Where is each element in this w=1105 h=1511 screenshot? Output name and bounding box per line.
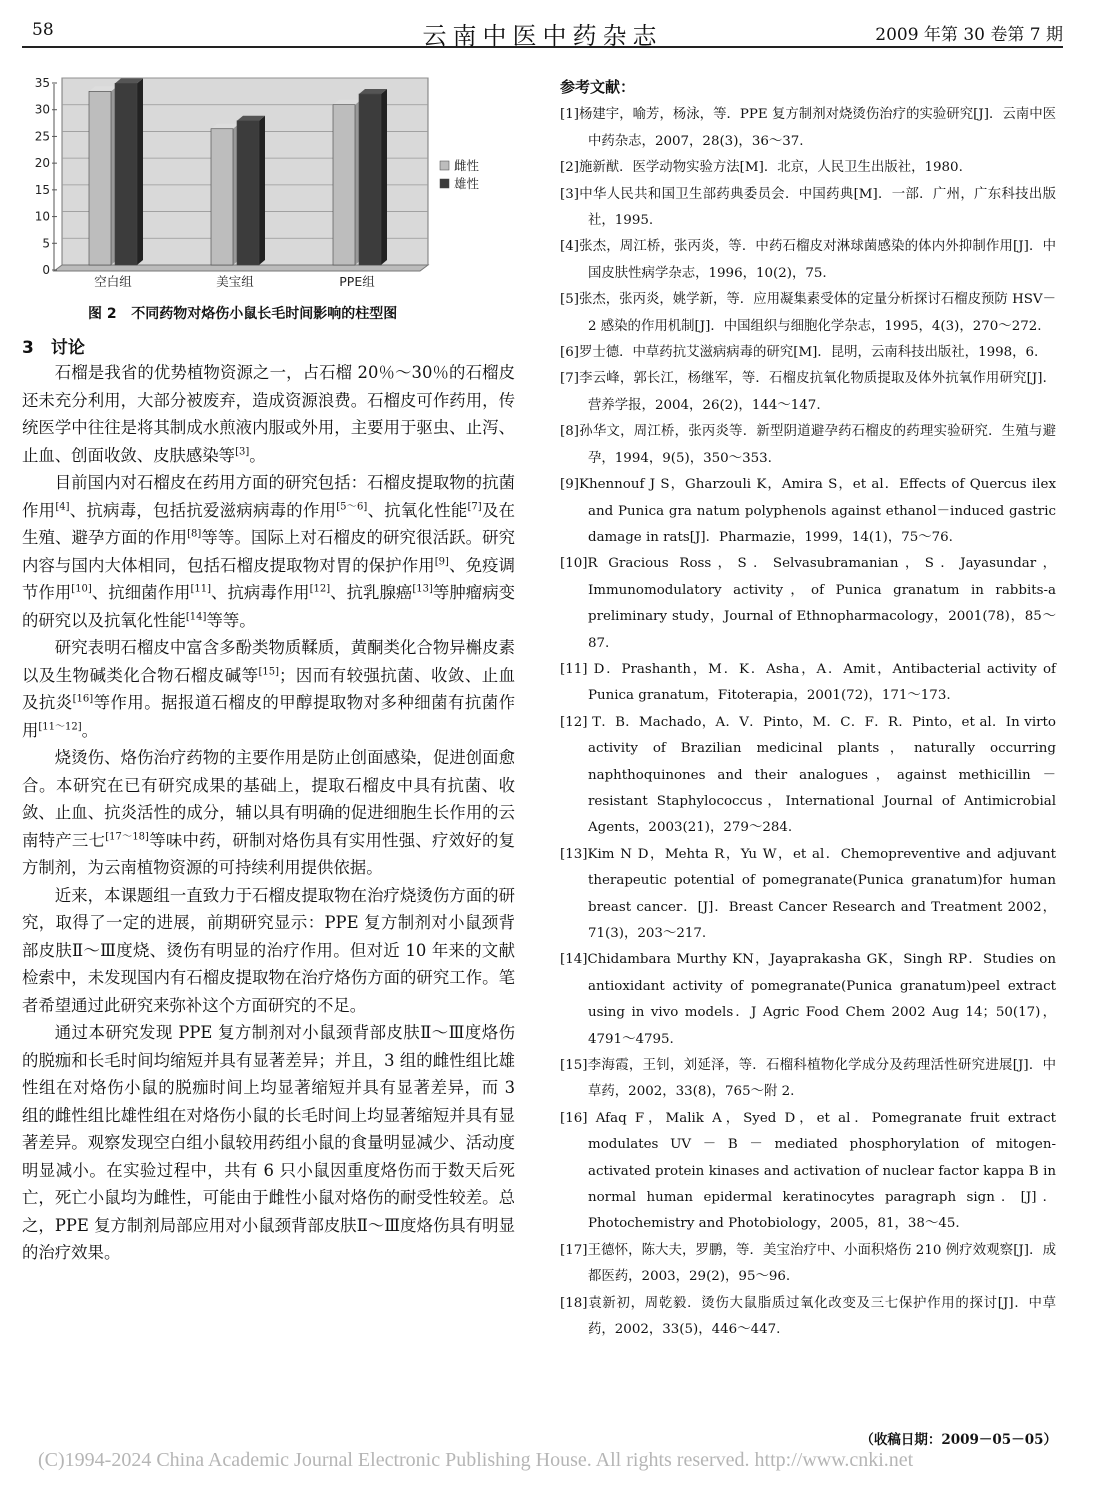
bar-side bbox=[137, 78, 143, 265]
citation: [10] bbox=[71, 583, 92, 595]
citation: [11] bbox=[190, 583, 211, 595]
discussion-paragraph bbox=[22, 744, 515, 882]
bar-side bbox=[381, 89, 387, 265]
bar bbox=[333, 105, 355, 265]
figure-caption bbox=[88, 303, 397, 323]
y-tick-label: 20 bbox=[34, 156, 50, 171]
text-run: ；因而有较强抗菌、收敛、止血及抗炎 bbox=[22, 665, 515, 712]
legend-label: 雄性 bbox=[454, 176, 480, 191]
text-run: 等等。 bbox=[206, 610, 256, 630]
journal-title: 云南中医中药杂志 bbox=[422, 22, 663, 50]
citation: [15] bbox=[258, 666, 280, 678]
references bbox=[560, 74, 1056, 1344]
discussion-body bbox=[22, 359, 515, 1267]
reference-list bbox=[560, 102, 1056, 1343]
citation: [17～18] bbox=[105, 831, 149, 843]
y-tick-label: 30 bbox=[34, 102, 50, 117]
text-run: 石榴是我省的优势植物资源之一，占石榴 20％～30％的石榴皮还未充分利用，大部分被废弃，造成资源浪费。石榴皮可作药用，传统医学中往往是将其制成水煎液内服或外用，主要用于驱虫、止泻、止血、创面收敛、皮肤感染等 bbox=[22, 363, 515, 465]
x-category-label: PPE组 bbox=[339, 274, 375, 289]
section-heading: 3 讨论 bbox=[22, 338, 85, 358]
legend-label: 雌性 bbox=[454, 158, 480, 173]
text-run: 等肿瘤病变的研究以及抗氧化性能 bbox=[22, 583, 516, 630]
reference-item: [1]杨建宇，喻芳，杨泳，等．PPE 复方制剂对烧烫伤治疗的实验研究[J]．云南中医中药杂志，2007，28(3)，36～37. bbox=[560, 107, 1056, 149]
reference-item: [2]施新猷．医学动物实验方法[M]．北京，人民卫生出版社，1980. bbox=[560, 160, 963, 176]
reference-item: [5]张杰，张丙炎，姚学新，等．应用凝集素受体的定量分析探讨石榴皮预防 HSV－2 感染的作用机制[J]．中国组织与细胞化学杂志，1995，4(3)，270～272. bbox=[560, 292, 1056, 334]
citation: [9] bbox=[434, 556, 449, 568]
y-tick-label: 25 bbox=[34, 129, 50, 144]
discussion-paragraph bbox=[22, 882, 515, 1020]
reference-item: [17]王德怀，陈大夫，罗鹏，等．美宝治疗中、小面积烙伤 210 例疗效观察[J]．成都医药，2003，29(2)，95～96. bbox=[560, 1242, 1056, 1285]
reference-item: [7]李云峰，郭长江，杨继军，等．石榴皮抗氧化物质提取及体外抗氧作用研究[J]．营养学报，2004，26(2)，144～147. bbox=[560, 371, 1056, 413]
reference-item: [13]Kim N D，Mehta R，Yu W，et al．Chemopreventive and adjuvant therapeutic potential of pomegranate(Punica granatum)for human breast cancer．[J]．Breast Cancer Research and Treatment 2002，71(3)，203～217. bbox=[560, 846, 1056, 941]
reference-item: [16] Afaq F，Malik A，Syed D，et al．Pomegranate fruit extract modulates UV － B － mediated phosphorylation of mitogen-activated protein kinases and activation of nuclear factor kappa B in normal human epidermal keratinocytes paragraph sign．[J]．Photochemistry and Photobiology，2005，81，38～45. bbox=[560, 1110, 1056, 1232]
citation: [13] bbox=[412, 583, 433, 595]
text-run: 、抗氧化性能 bbox=[367, 500, 468, 520]
citation: [3] bbox=[235, 446, 250, 458]
legend-swatch bbox=[440, 161, 449, 170]
text-run: 、抗乳腺癌 bbox=[330, 583, 413, 602]
citation: [8] bbox=[187, 528, 202, 540]
citation: [4] bbox=[55, 501, 70, 513]
copyright-watermark: (C)1994-2024 China Academic Journal Electronic Publishing House. All rights reserved. http://www.cnki.net bbox=[38, 1449, 914, 1471]
x-category-label: 空白组 bbox=[94, 274, 132, 289]
page-number: 58 bbox=[32, 20, 54, 40]
citation: [7] bbox=[467, 501, 482, 513]
discussion-paragraph bbox=[22, 1019, 515, 1267]
discussion-paragraph bbox=[22, 469, 515, 634]
y-tick-label: 10 bbox=[34, 209, 50, 224]
text-run: 。 bbox=[249, 445, 266, 465]
y-tick-label: 5 bbox=[42, 236, 50, 251]
text-run: 、免疫调节作用 bbox=[22, 555, 515, 602]
text-run: 、抗病毒，包括抗爱滋病病毒的作用 bbox=[69, 500, 337, 520]
plot-floor bbox=[54, 265, 428, 271]
reference-item: [10]R Gracious Ross，S．Selvasubramanian，S．Jayasundar，Immunomodulatory activity，of Punica granatum in rabbits-a preliminary study，Journal of Ethnopharmacology，2001(78)，85～87. bbox=[560, 556, 1056, 651]
reference-item: [6]罗士德．中草药抗艾滋病病毒的研究[M]．昆明，云南科技出版社，1998，6. bbox=[560, 345, 1039, 361]
text-run: 及在生殖、避孕方面的作用 bbox=[22, 500, 515, 547]
reference-item: [18]袁新初，周乾毅．烫伤大鼠脂质过氧化改变及三七保护作用的探讨[J]．中草药，2002，33(5)，446～447. bbox=[560, 1295, 1056, 1338]
text-run: 、抗细菌作用 bbox=[91, 583, 191, 602]
text-run: 。 bbox=[81, 720, 99, 740]
reference-item: [8]孙华文，周江桥，张丙炎等．新型阴道避孕药石榴皮的药理实验研究．生殖与避孕，1994，9(5)，350～353. bbox=[560, 424, 1056, 466]
citation: [5～6] bbox=[336, 501, 368, 513]
y-tick-label: 0 bbox=[42, 263, 50, 277]
text-run: 近来，本课题组一直致力于石榴皮提取物在治疗烧烫伤方面的研究，取得了一定的进展，前期研究显示：PPE 复方制剂对小鼠颈背部皮肤Ⅱ～Ⅲ度烧、烫伤有明显的治疗作用。但对近 10 年来的文献检索中，未发现国内有石榴皮提取物在治疗烙伤方面的研究工作。笔者希望通过此研究来弥补这个方面研究的不足。 bbox=[22, 885, 515, 1015]
bar bbox=[359, 94, 381, 265]
received-date: （收稿日期：2009－05－05） bbox=[860, 1432, 1057, 1448]
issue-info: 2009 年第 30 卷第 7 期 bbox=[875, 25, 1063, 45]
discussion-paragraph bbox=[22, 359, 515, 469]
bar bbox=[237, 121, 259, 265]
reference-item: [12] T．B．Machado，A．V．Pinto，M．C．F．R．Pinto，et al．In virto activity of Brazilian medicinal plants，naturally occurring naphthoquinones and their analogues，against methicillin － resistant Staphylococcus，International Journal of Antimicrobial Agents，2003(21)，279～284. bbox=[560, 714, 1056, 836]
reference-item: [9]Khennouf J S，Gharzouli K，Amira S，et al．Effects of Quercus ilex and Punica gra natum polyphenols against ethanol－induced gastric damage in rats[J]．Pharmazie，1999，14(1)，75～76. bbox=[560, 477, 1056, 545]
reference-item: [14]Chidambara Murthy KN，Jayaprakasha GK，Singh RP．Studies on antioxidant activity of pomegranate(Punica granatum)peel extract using in vivo models．J Agric Food Chem 2002 Aug 14；50(17)，4791～4795. bbox=[560, 952, 1056, 1047]
bar bbox=[89, 91, 111, 265]
text-run: 目前国内对石榴皮在药用方面的研究包括：石榴皮提取物的抗菌作用 bbox=[22, 473, 515, 520]
citation: [16] bbox=[72, 693, 94, 705]
text-run: 研究表明石榴皮中富含多酚类物质鞣质，黄酮类化合物异槲皮素以及生物碱类化合物石榴皮碱等 bbox=[22, 638, 515, 685]
references-heading: 参考文献： bbox=[560, 78, 636, 96]
figure-caption-text: 不同药物对烙伤小鼠长毛时间影响的柱型图 bbox=[131, 306, 398, 322]
y-tick-label: 15 bbox=[34, 182, 50, 197]
figure-caption-label: 图 2 bbox=[88, 306, 117, 322]
x-category-label: 美宝组 bbox=[216, 274, 254, 289]
reference-item: [4]张杰，周江桥，张丙炎，等．中药石榴皮对淋球菌感染的体内外抑制作用[J]．中国皮肤性病学杂志，1996，10(2)，75. bbox=[560, 239, 1056, 281]
text-run: 、抗病毒作用 bbox=[210, 583, 310, 602]
text-run: 等等。国际上对石榴皮的研究很活跃。研究内容与国内大体相同，包括石榴皮提取物对胃的保护作用 bbox=[22, 528, 516, 575]
citation: [12] bbox=[309, 583, 331, 595]
page-header bbox=[22, 16, 1063, 48]
reference-item: [11] D．Prashanth，M．K．Asha，A．Amit，Antibacterial activity of Punica granatum，Fitoterapia，2001(72)，171～173. bbox=[560, 661, 1056, 704]
text-run: 烧烫伤、烙伤治疗药物的主要作用是防止创面感染，促进创面愈合。本研究在已有研究成果的基础上，提取石榴皮中具有抗菌、收敛、止血、抗炎活性的成分，辅以具有明确的促进细胞生长作用的云南特产三七 bbox=[22, 748, 515, 850]
bar bbox=[115, 83, 137, 265]
bar bbox=[211, 129, 233, 265]
bar-chart bbox=[22, 66, 522, 296]
legend-swatch bbox=[440, 179, 449, 188]
citation: [11～12] bbox=[38, 721, 82, 733]
citation: [14] bbox=[185, 611, 207, 623]
reference-item: [15]李海霞，王钊，刘延泽，等．石榴科植物化学成分及药理活性研究进展[J]．中草药，2002，33(8)，765～附 2. bbox=[560, 1058, 1056, 1100]
text-run: 等作用。据报道石榴皮的甲醇提取物对多种细菌有抗菌作用 bbox=[22, 693, 516, 740]
reference-item: [3]中华人民共和国卫生部药典委员会．中国药典[M]．一部．广州，广东科技出版社，1995. bbox=[560, 186, 1056, 229]
y-tick-label: 35 bbox=[34, 76, 50, 90]
discussion-paragraph bbox=[22, 634, 515, 744]
text-run: 等味中药，研制对烙伤具有实用性强、疗效好的复方制剂，为云南植物资源的可持续利用提供依据。 bbox=[22, 830, 515, 877]
bar-side bbox=[259, 116, 265, 265]
text-run: 通过本研究发现 PPE 复方制剂对小鼠颈背部皮肤Ⅱ～Ⅲ度烙伤的脱痂和长毛时间均缩短并具有显著差异；并且，3 组的雌性组比雄性组在对烙伤小鼠的脱痂时间上均显著缩短并具有显著差异，而 3 组的雌性组比雄性组在对烙伤小鼠的长毛时间上均显著缩短并具有显著差异。观察发现空白组小鼠较用药组小鼠的食量明显减少、活动度明显减小。在实验过程中，共有 6 只小鼠因重度烙伤而于数天后死亡，死亡小鼠均为雌性，可能由于雌性小鼠对烙伤的耐受性较差。总之，PPE 复方制剂局部应用对小鼠颈背部皮肤Ⅱ～Ⅲ度烙伤具有明显的治疗效果。 bbox=[22, 1023, 515, 1262]
